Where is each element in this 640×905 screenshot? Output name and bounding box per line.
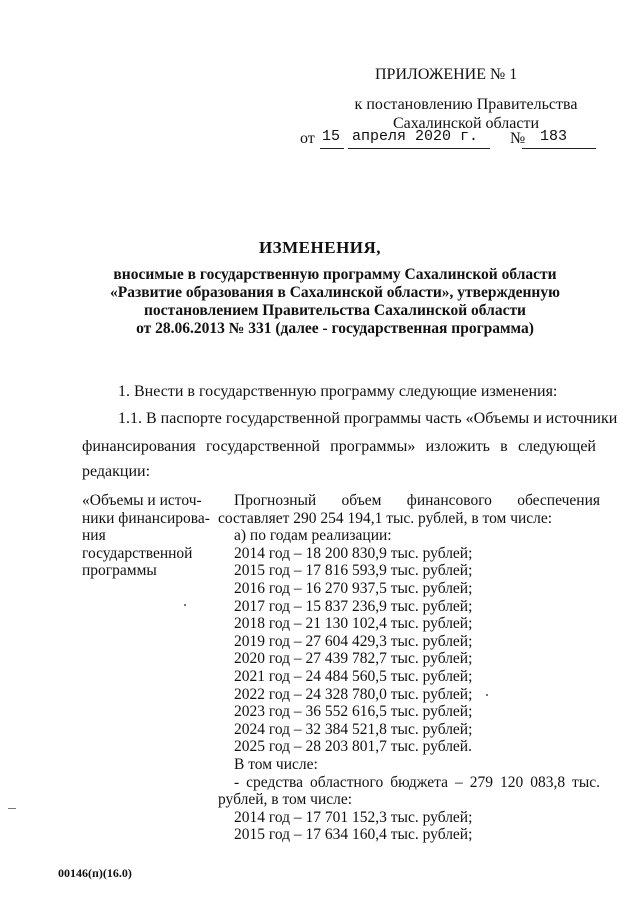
document-subtitle — [100, 266, 570, 338]
year-item: 2025 год – 28 203 801,7 тыс. рублей. — [234, 738, 472, 756]
year-item: 2015 год – 17 816 593,9 тыс. рублей; — [234, 562, 473, 580]
funding-intro-line-2: составляет 290 254 194,1 тыс. рублей, в том числе: — [218, 509, 553, 527]
by-years-heading: а) по годам реализации: — [234, 527, 392, 545]
paragraph-1-1-line-1: 1.1. В паспорте государственной программы часть «Объемы и источники — [118, 410, 618, 427]
year-item: 2022 год – 24 328 780,0 тыс. рублей; — [234, 685, 473, 703]
date-underline — [348, 148, 490, 149]
document-code: 00146(п)(16.0) — [58, 866, 132, 880]
date-day: 15 — [322, 128, 341, 145]
appendix-title: ПРИЛОЖЕНИЕ № 1 — [375, 66, 518, 83]
label-line: программы — [82, 562, 157, 579]
regional-budget-line-1: - средства областного бюджета – 279 120 083,8 тыс. — [234, 773, 600, 791]
label-line: ники финансирова- — [82, 509, 210, 527]
passport-row-label — [82, 492, 217, 580]
regional-year-item: 2014 год – 17 701 152,3 тыс. рублей; — [234, 808, 473, 826]
scan-mark — [8, 808, 16, 809]
year-item: 2021 год – 24 484 560,5 тыс. рублей; — [234, 667, 473, 685]
regional-year-item: 2015 год – 17 634 160,4 тыс. рублей; — [234, 826, 473, 844]
year-item: 2023 год – 36 552 616,5 тыс. рублей; — [234, 703, 473, 721]
year-item: 2024 год – 32 384 521,8 тыс. рублей; — [234, 720, 473, 738]
year-item: 2016 год – 16 270 937,5 тыс. рублей; — [234, 579, 473, 597]
number-value: 183 — [540, 128, 568, 145]
resolution-line-2: Сахалинской области — [392, 115, 540, 132]
resolution-line-1: к постановлению Правительства — [354, 96, 578, 113]
funding-intro-line-1: Прогнозный объем финансового обеспечения — [234, 492, 600, 509]
paragraph-1-1-line-2: финансирования государственной программы» изложить в следующей — [82, 438, 596, 455]
number-sign: № — [510, 130, 526, 147]
label-line: «Объемы и источ- — [82, 492, 202, 509]
label-line: ния государственной — [82, 527, 193, 562]
date-month-year: апреля 2020 г. — [352, 128, 479, 145]
document-title: ИЗМЕНЕНИЯ, — [258, 238, 382, 257]
subtitle-line: постановлением Правительства Сахалинской области — [143, 302, 526, 319]
year-item: 2017 год – 15 837 236,9 тыс. рублей; — [234, 597, 473, 615]
subtitle-line: «Развитие образования в Сахалинской области», утвержденную — [110, 284, 560, 301]
year-item: 2019 год – 27 604 429,3 тыс. рублей; — [234, 632, 473, 650]
year-item: 2020 год – 27 439 782,7 тыс. рублей; — [234, 650, 473, 668]
subtitle-line: вносимые в государственную программу Сахалинской области — [113, 266, 557, 283]
number-underline — [522, 148, 596, 149]
year-item: 2018 год – 21 130 102,4 тыс. рублей; — [234, 615, 473, 633]
scan-speck — [184, 604, 186, 606]
date-prefix: от — [300, 130, 315, 147]
date-day-underline — [320, 148, 344, 149]
including-heading: В том числе: — [234, 755, 318, 773]
paragraph-1: 1. Внести в государственную программу следующие изменения: — [118, 383, 558, 400]
subtitle-line: от 28.06.2013 № 331 (далее - государственная программа) — [136, 320, 534, 337]
scan-speck — [486, 694, 488, 696]
passport-row-value — [218, 492, 600, 844]
regional-budget-line-2: рублей, в том числе: — [218, 791, 353, 809]
paragraph-1-1-line-3: редакции: — [82, 463, 151, 480]
year-item: 2014 год – 18 200 830,9 тыс. рублей; — [234, 544, 473, 562]
